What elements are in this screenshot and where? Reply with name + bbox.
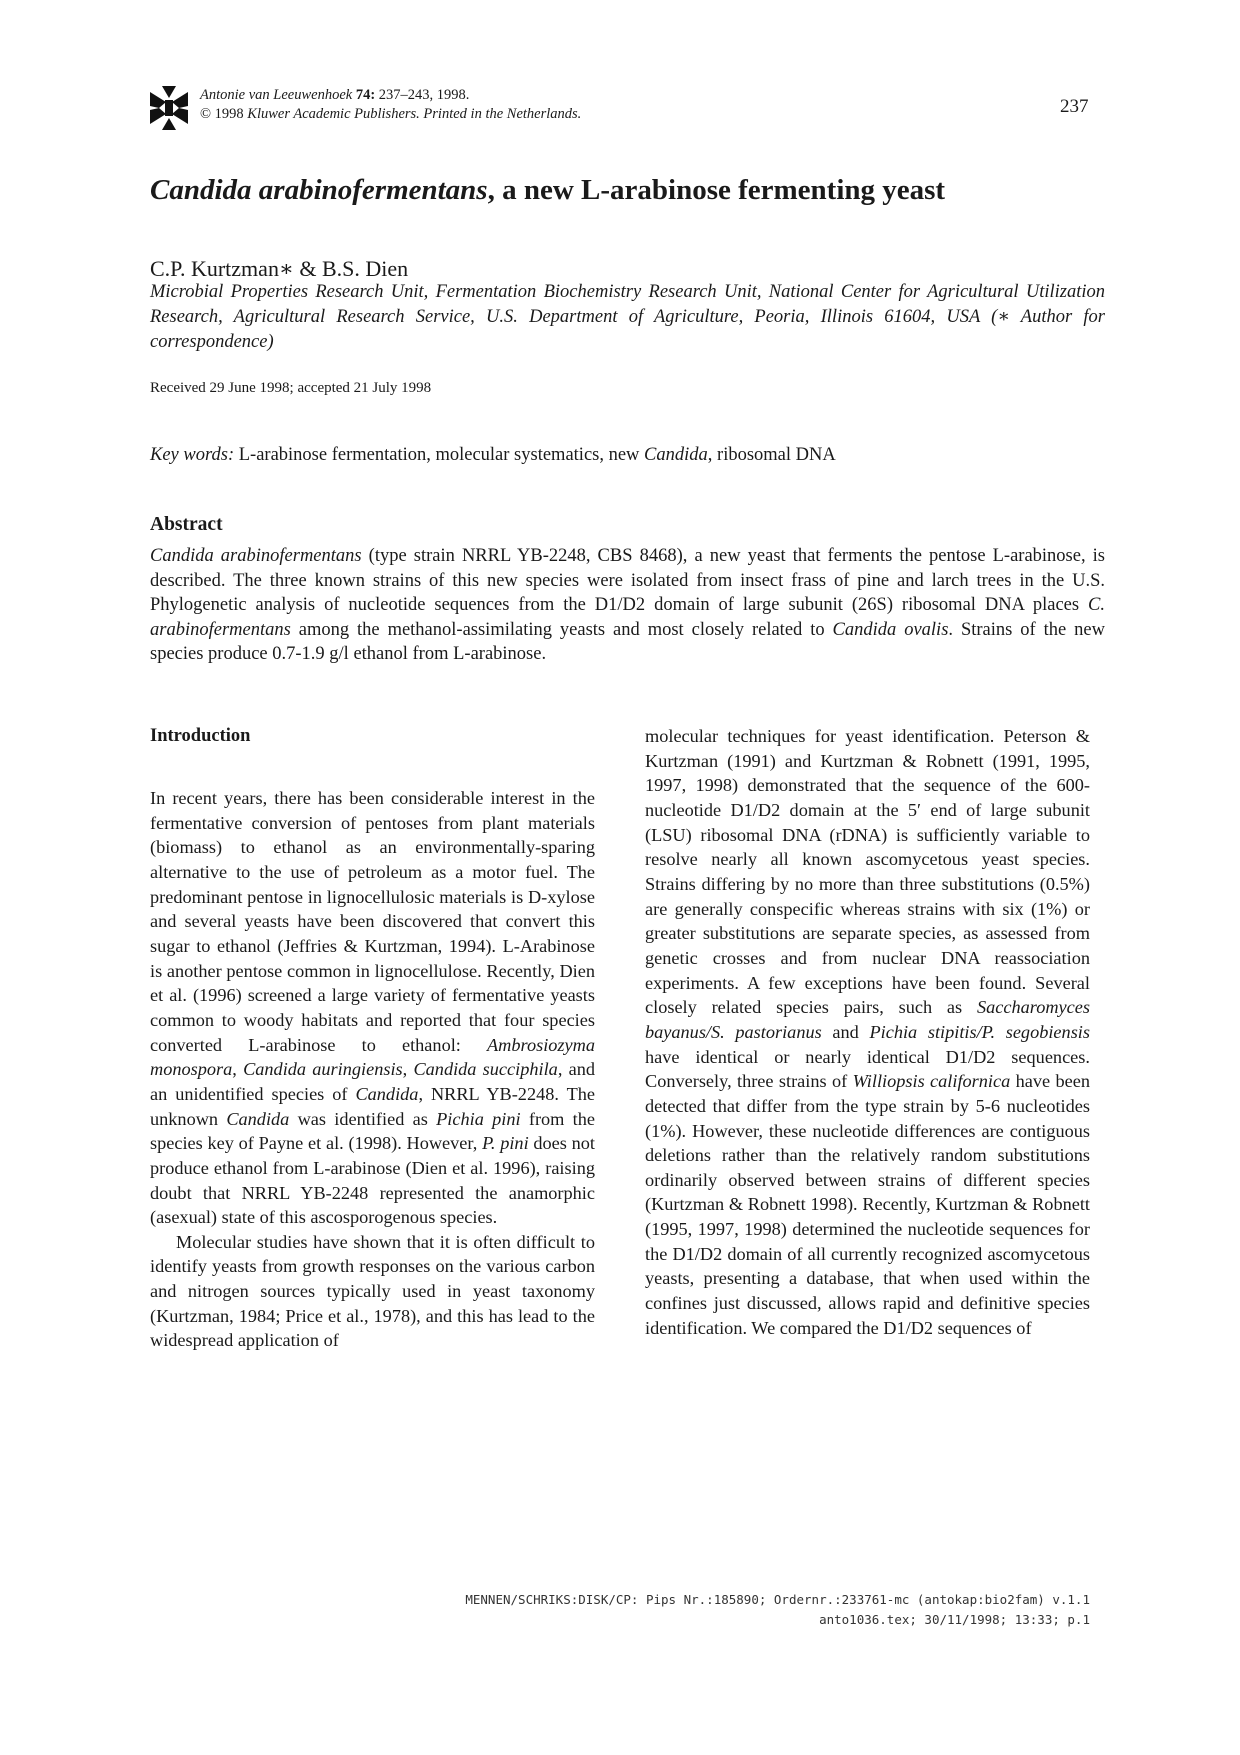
paragraph-text: Molecular studies have shown that it is often difficult to identify yeasts from growth responses on the various carbon and nitrogen sources typically used in yeast taxonomy (Kurtzman, 1984; Price et al., 1978), and this has lead to the widespread application of bbox=[150, 1231, 595, 1351]
print-footer bbox=[400, 1590, 1090, 1630]
abstract-text: among the methanol-assimilating yeasts and most closely related to bbox=[290, 619, 833, 640]
paragraph-text: , bbox=[402, 1059, 414, 1080]
introduction-heading: Introduction bbox=[150, 726, 251, 746]
paragraph-text: molecular techniques for yeast identification. Peterson & Kurtzman (1991) and Kurtzman & Robnett (1991, 1995, 1997, 1998) demonstrated that the sequence of the 600-nucleotide D1/D2 domain at the 5′ end of large subunit (LSU) ribosomal DNA (rDNA) is sufficiently variable to resolve nearly all known ascomycetous yeast species. Strains differing by no more than three substitutions (0.5%) are generally conspecific whereas strains with six (1%) or greater substitutions are separate species, as assessed from genetic crosses and from nuclear DNA reassociation experiments. A few exceptions have been found. Several closely related species pairs, such as bbox=[645, 726, 1090, 1018]
paragraph-text: was identified as bbox=[289, 1108, 437, 1129]
intro-paragraph-1 bbox=[150, 786, 595, 1230]
journal-name: Antonie van Leeuwenhoek bbox=[200, 87, 353, 103]
paragraph-text: In recent years, there has been considerable interest in the fermentative conversion of pentoses from plant materials (biomass) to ethanol as an environmentally-sparing alternative to the use of petroleum as a motor fuel. The predominant pentose in lignocellulosic materials is D-xylose and several yeasts have been discovered that convert this sugar to ethanol (Jeffries & Kurtzman, 1994). L-Arabinose is another pentose common in lignocellulose. Recently, Dien et al. (1996) screened a large variety of fermentative yeasts common to woody habitats and reported that four species converted L-arabinose to ethanol: bbox=[150, 788, 595, 1055]
printed-note: Printed in the Netherlands. bbox=[423, 106, 582, 122]
abstract-body bbox=[150, 544, 1105, 667]
genus-name: Candida bbox=[226, 1108, 290, 1129]
abstract-related-species: Candida ovalis bbox=[832, 619, 949, 640]
species-pair: Saccharomyces bayanus/S. pastorianus bbox=[645, 997, 1090, 1042]
intro-paragraph-2-continued bbox=[645, 724, 1090, 1340]
paragraph-text: , bbox=[232, 1059, 244, 1080]
publisher-logo-icon bbox=[150, 86, 188, 130]
title-species: Candida arabinofermentans bbox=[150, 174, 488, 206]
species-name: Ambrosiozyma monospora bbox=[150, 1034, 595, 1080]
abstract-text: (type strain NRRL YB-2248, CBS 8468), a new yeast that ferments the pentose L-arabinose, is described. The three known strains of this new species were isolated from insect frass of pine and larch trees in the U.S. Phylogenetic analysis of nucleotide sequences from the D1/D2 domain of large subunit (26S) ribosomal DNA places bbox=[150, 546, 1105, 616]
abstract-species-abbrev: C. arabinofermentans bbox=[150, 595, 1105, 640]
left-column bbox=[150, 786, 595, 1353]
journal-line-1 bbox=[200, 86, 581, 105]
affiliation: Microbial Properties Research Unit, Fermentation Biochemistry Research Unit, National Center for Agricultural Utilization Research, Agricultural Research Service, U.S. Department of Agriculture, Peoria, Illinois 61604, USA (∗ Author for correspondence) bbox=[150, 282, 1105, 352]
paragraph-text: , and an unidentified species of bbox=[150, 1059, 595, 1104]
species-name: Williopsis californica bbox=[852, 1071, 1011, 1092]
keywords bbox=[150, 445, 1110, 466]
footer-line-2: anto1036.tex; 30/11/1998; 13:33; p.1 bbox=[819, 1612, 1090, 1627]
copyright-year: 1998 bbox=[214, 106, 244, 122]
journal-citation bbox=[200, 86, 581, 124]
received-dates: Received 29 June 1998; accepted 21 July 1998 bbox=[150, 380, 432, 396]
keywords-label: Key words: bbox=[150, 445, 235, 465]
publisher-name: Kluwer Academic Publishers. bbox=[247, 106, 420, 122]
species-pair: Pichia stipitis/P. segobiensis bbox=[869, 1021, 1090, 1042]
keywords-genus: Candida bbox=[644, 445, 708, 465]
species-name: Pichia pini bbox=[436, 1108, 521, 1129]
keywords-text-1: L-arabinose fermentation, molecular systematics, new bbox=[234, 445, 645, 465]
genus-name: Candida bbox=[355, 1083, 419, 1104]
species-name: Candida auringiensis bbox=[243, 1059, 403, 1080]
title-rest: , a new L-arabinose fermenting yeast bbox=[487, 174, 946, 206]
abstract-heading: Abstract bbox=[150, 514, 223, 535]
copyright-symbol: © bbox=[200, 106, 212, 122]
paragraph-text: have been detected that differ from the type strain by 5-6 nucleotides (1%). However, these nucleotide differences are contiguous deletions rather than the relatively random substitutions ordinarily observed between strains of different species (Kurtzman & Robnett 1998). Recently, Kurtzman & Robnett (1995, 1997, 1998) determined the nucleotide sequences for the D1/D2 domain of all currently recognized ascomycetous yeasts, presenting a database, that when used within the confines just discussed, allows rapid and definitive species identification. We compared the D1/D2 sequences of bbox=[645, 1071, 1090, 1338]
paragraph-text: and bbox=[821, 1021, 870, 1042]
journal-volume: 74: bbox=[355, 87, 376, 103]
paper-title bbox=[150, 174, 1110, 207]
journal-pages: 237–243, 1998. bbox=[378, 87, 470, 103]
abstract-text: . Strains of the new species produce 0.7-1.9 g/l ethanol from L-arabinose. bbox=[150, 619, 1105, 665]
keywords-text-2: , ribosomal DNA bbox=[707, 445, 836, 465]
paragraph-text: , NRRL YB-2248. The unknown bbox=[150, 1083, 595, 1129]
species-name: Candida succiphila bbox=[413, 1059, 558, 1080]
paragraph-text: does not produce ethanol from L-arabinose (Dien et al. 1996), raising doubt that NRRL YB-2248 represented the anamorphic (asexual) state of this ascosporogenous species. bbox=[150, 1133, 595, 1228]
journal-line-2 bbox=[200, 105, 581, 124]
footer-line-1: MENNEN/SCHRIKS:DISK/CP: Pips Nr.:185890; Ordernr.:233761-mc (antokap:bio2fam) v.1.1 bbox=[465, 1592, 1090, 1607]
abstract-species: Candida arabinofermentans bbox=[150, 546, 362, 566]
species-name: P. pini bbox=[482, 1133, 529, 1154]
paragraph-text: from the species key of Payne et al. (1998). However, bbox=[150, 1108, 595, 1154]
page-number: 237 bbox=[1060, 96, 1089, 117]
paragraph-text: have identical or nearly identical D1/D2 sequences. Conversely, three strains of bbox=[645, 1046, 1090, 1092]
authors: C.P. Kurtzman∗ & B.S. Dien bbox=[150, 256, 409, 281]
right-column bbox=[645, 724, 1090, 1340]
intro-paragraph-2-start bbox=[150, 1230, 595, 1353]
